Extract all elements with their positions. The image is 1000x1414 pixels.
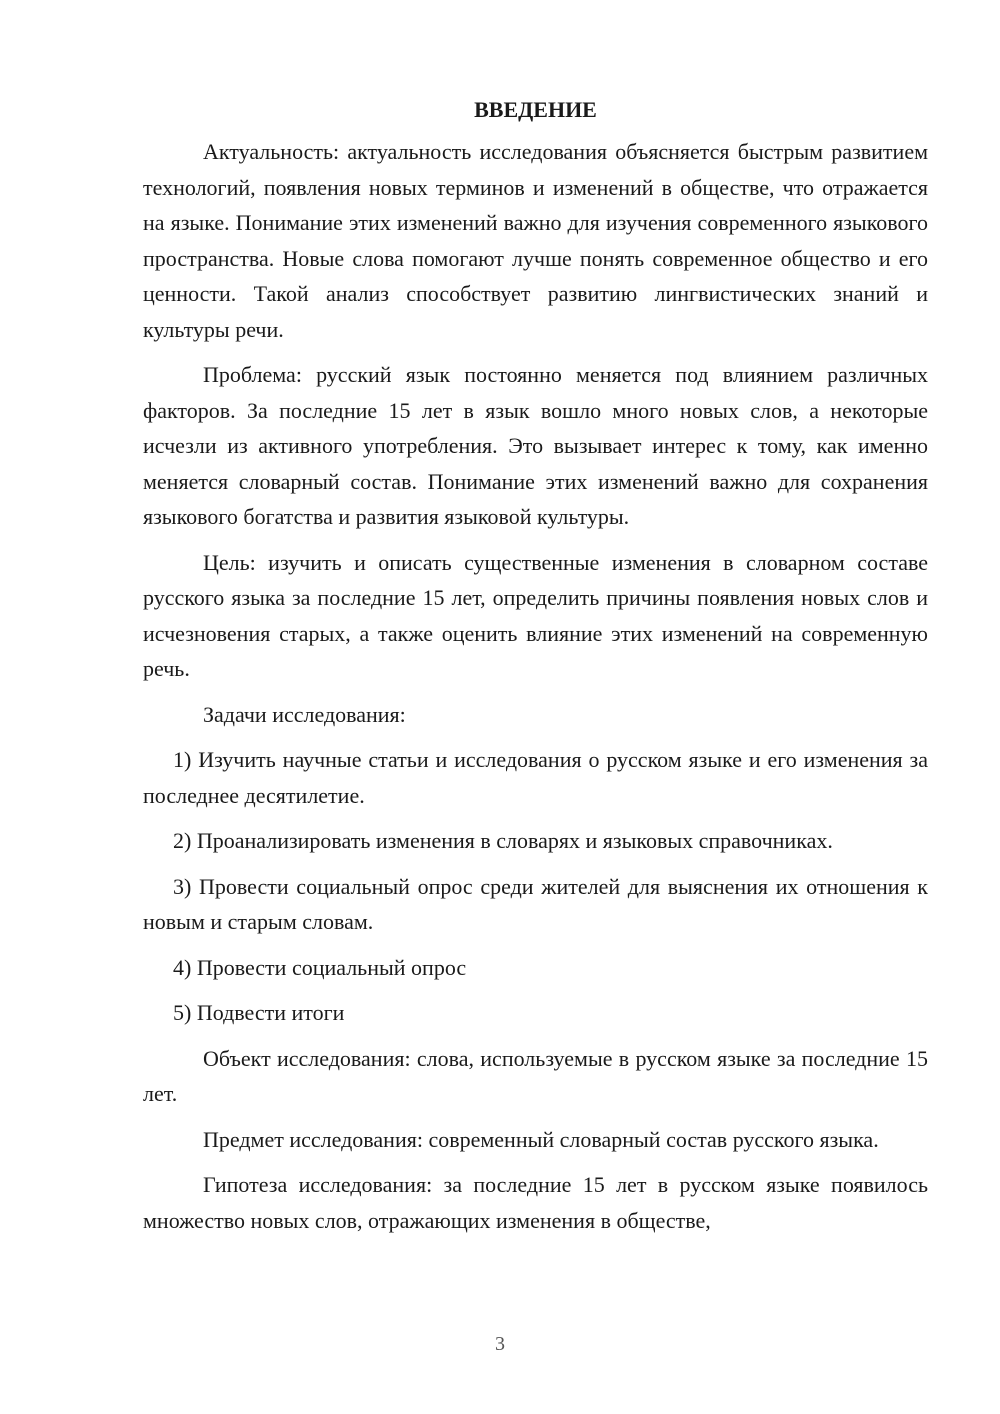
problem-paragraph: Проблема: русский язык постоянно меняется под влиянием различных факторов. За последние 15 лет в язык вошло много новых слов, а некоторые исчезли из активного употребления. Это вызывает интерес к тому, как именно меняется словарный состав. Понимание этих изменений важно для сохранения языкового богатства и развития языковой культуры. <box>143 362 928 529</box>
object-paragraph: Объект исследования: слова, используемые в русском языке за последние 15 лет. <box>143 1045 928 1106</box>
hypothesis-paragraph: Гипотеза исследования: за последние 15 лет в русском языке появилось множество новых слов, отражающих изменения в обществе, <box>143 1172 928 1233</box>
task-item: 5) Подвести итоги <box>173 1000 345 1025</box>
page-number: 3 <box>495 1333 505 1355</box>
subject-paragraph: Предмет исследования: современный словарный состав русского языка. <box>203 1126 879 1152</box>
section-title: ВВЕДЕНИЕ <box>474 97 597 122</box>
tasks-heading: Задачи исследования: <box>203 701 406 727</box>
goal-paragraph: Цель: изучить и описать существенные изменения в словарном составе русского языка за последние 15 лет, определить причины появления новых слов и исчезновения старых, а также оценить влияние этих изменений на современную речь. <box>143 549 928 681</box>
task-item: 1) Изучить научные статьи и исследования о русском языке и его изменения за последнее десятилетие. <box>143 747 928 808</box>
page-content <box>143 92 928 1248</box>
task-item: 2) Проанализировать изменения в словарях и языковых справочниках. <box>173 828 833 853</box>
relevance-paragraph: Актуальность: актуальность исследования объясняется быстрым развитием технологий, появления новых терминов и изменений в обществе, что отражается на языке. Понимание этих изменений важно для изучения современного языкового пространства. Новые слова помогают лучше понять современное общество и его ценности. Такой анализ способствует развитию лингвистических знаний и культуры речи. <box>143 139 928 342</box>
task-item: 4) Провести социальный опрос <box>173 954 467 980</box>
task-item: 3) Провести социальный опрос среди жителей для выяснения их отношения к новым и старым словам. <box>143 873 928 934</box>
